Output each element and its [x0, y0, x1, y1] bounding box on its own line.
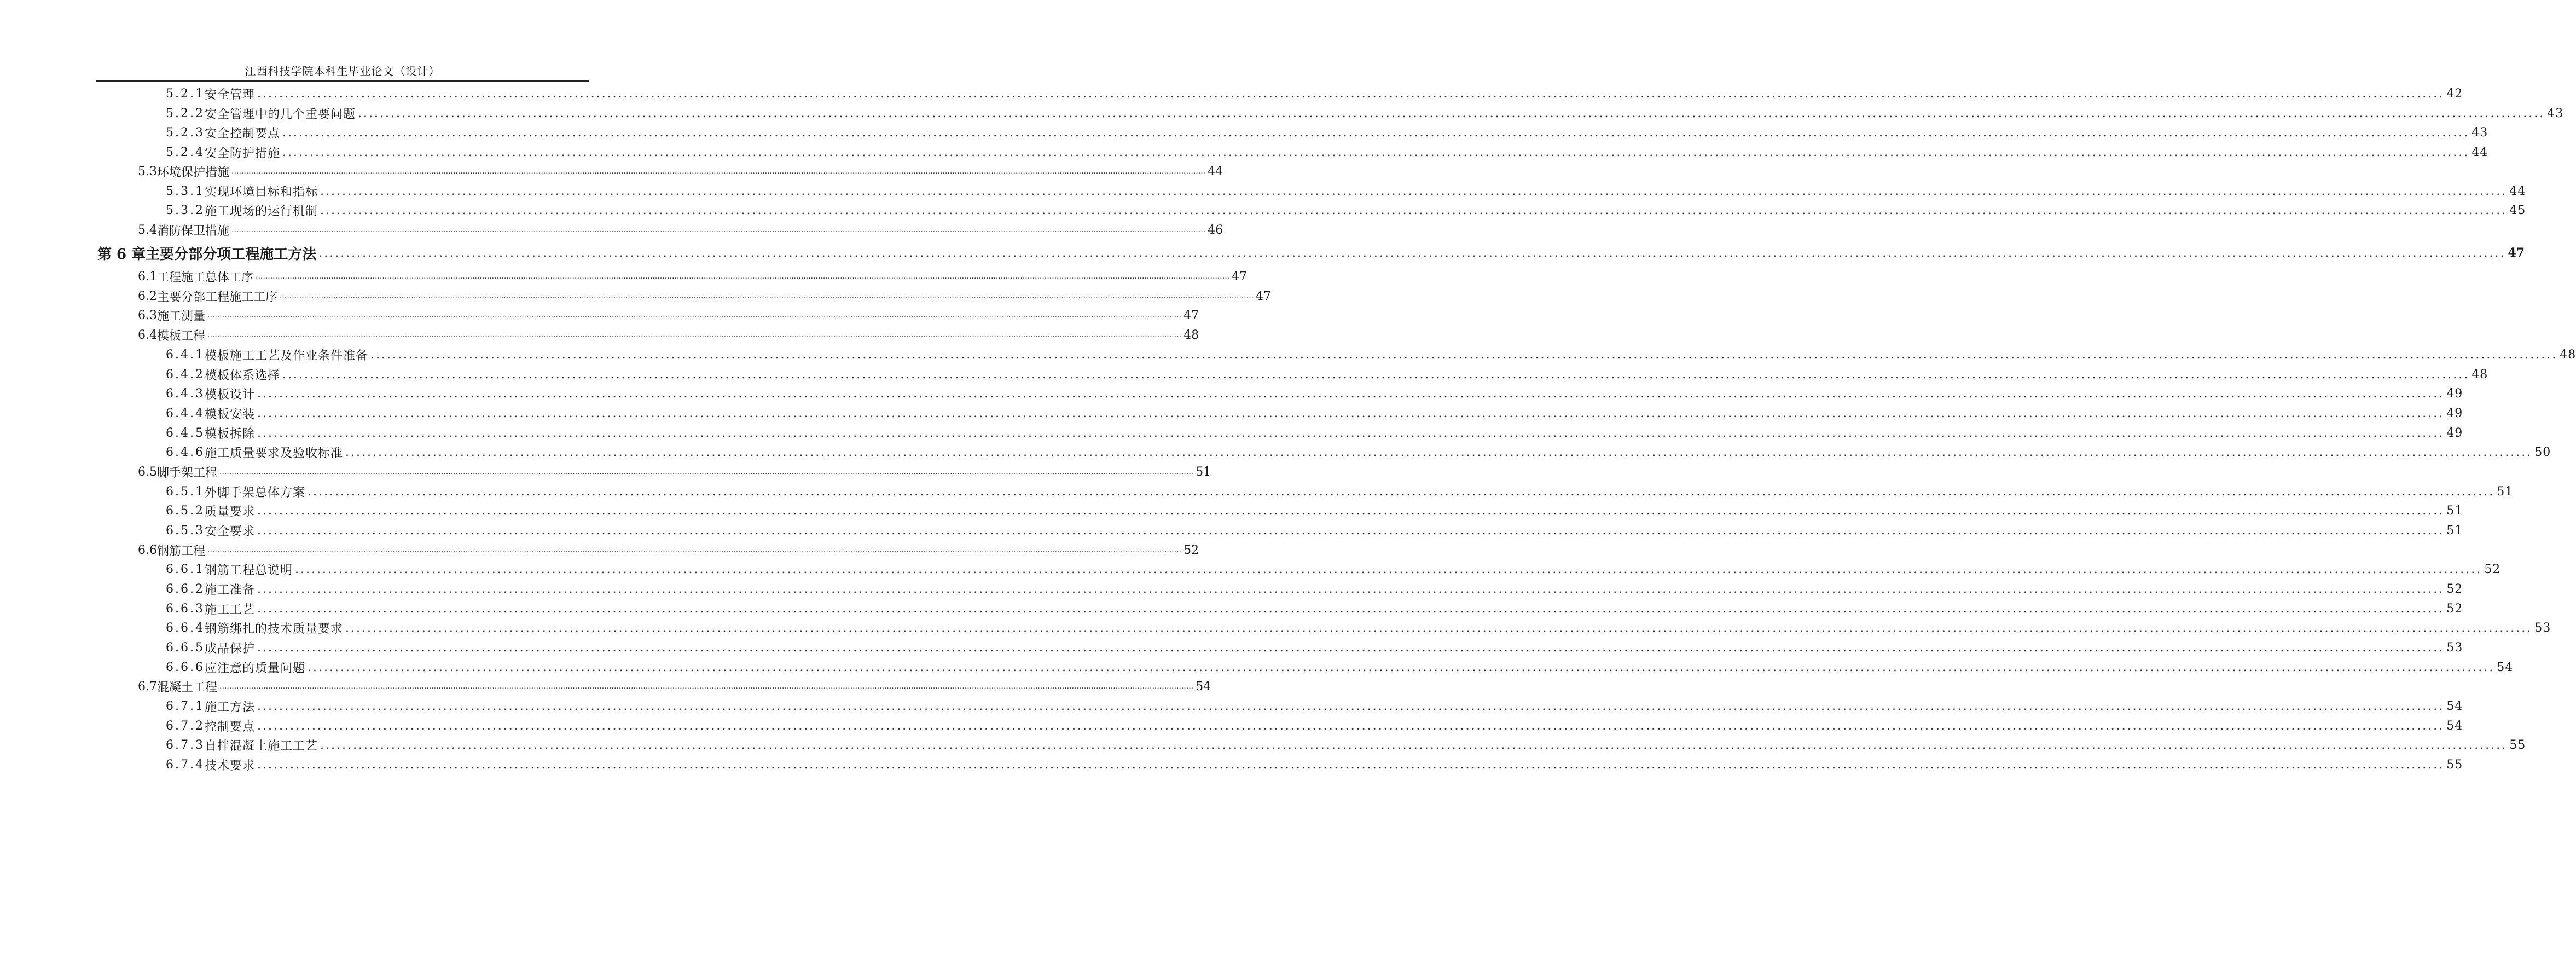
- toc-entry-number: 6.6.4: [166, 621, 205, 635]
- toc-entry-title: 主要分部分项工程施工方法: [146, 246, 317, 263]
- toc-entry[interactable]: [166, 345, 2576, 365]
- toc-entry-number: 6.6.6: [166, 660, 205, 674]
- toc-entry-page: 54: [1196, 679, 1211, 693]
- toc-entry-title: 施工质量要求及验收标准: [204, 446, 343, 460]
- toc-entry-title: 施工准备: [204, 583, 255, 597]
- toc-entry-number: 6.7.4: [166, 757, 205, 772]
- dot-leader: ................................................................................................................................................................................................................................................................................................................................................................................................................: [207, 331, 1182, 339]
- dot-leader: ................................................................................................................................................................................................................................................................................................................................................................................................................: [257, 406, 2445, 420]
- toc-entry[interactable]: [166, 384, 2463, 403]
- dot-leader: ................................................................................................................................................................................................................................................................................................................................................................................................................: [282, 145, 2470, 159]
- toc-entry[interactable]: [166, 423, 2463, 443]
- toc-entry-number: 第 6 章: [97, 246, 146, 263]
- toc-entry-title: 模板设计: [204, 388, 255, 402]
- toc-entry-title: 模板安装: [204, 407, 255, 421]
- toc-entry-title: 模板工程: [157, 329, 206, 343]
- toc-entry[interactable]: [166, 365, 2488, 384]
- toc-entry-number: 6.1: [138, 269, 157, 284]
- dot-leader: ................................................................................................................................................................................................................................................................................................................................................................................................................: [219, 682, 1194, 691]
- toc-entry-number: 6.7: [138, 679, 157, 693]
- toc-entry-title: 工程施工总体工序: [157, 270, 254, 285]
- toc-entry-page: 52: [2446, 582, 2463, 596]
- toc-entry-page: 51: [2446, 504, 2463, 518]
- dot-leader: ................................................................................................................................................................................................................................................................................................................................................................................................................: [282, 367, 2470, 381]
- toc-entry-title: 技术要求: [204, 759, 255, 773]
- dot-leader: ................................................................................................................................................................................................................................................................................................................................................................................................................: [207, 311, 1182, 320]
- toc-entry-number: 6.6.5: [166, 640, 205, 655]
- dot-leader: ................................................................................................................................................................................................................................................................................................................................................................................................................: [318, 246, 2506, 260]
- toc-entry-page: 49: [2446, 406, 2463, 420]
- toc-entry-page: 49: [2446, 426, 2463, 440]
- dot-leader: ................................................................................................................................................................................................................................................................................................................................................................................................................: [231, 225, 1206, 234]
- dot-leader: ................................................................................................................................................................................................................................................................................................................................................................................................................: [320, 738, 2508, 752]
- toc-entry-page: 52: [2484, 562, 2501, 576]
- toc-entry-page: 48: [2471, 367, 2488, 381]
- toc-entry-page: 48: [1183, 328, 1199, 342]
- toc-entry-number: 5.3: [138, 164, 157, 178]
- dot-leader: ................................................................................................................................................................................................................................................................................................................................................................................................................: [257, 582, 2445, 596]
- dot-leader: ................................................................................................................................................................................................................................................................................................................................................................................................................: [257, 719, 2445, 733]
- toc-entry-number: 6.4.6: [166, 445, 205, 459]
- dot-leader: ................................................................................................................................................................................................................................................................................................................................................................................................................: [257, 640, 2445, 655]
- toc-entry-number: 5.2.1: [166, 86, 205, 101]
- toc-entry-number: 6.4.1: [166, 348, 205, 362]
- toc-entry-title: 应注意的质量问题: [204, 661, 305, 675]
- toc-entry[interactable]: [138, 325, 1199, 345]
- toc-entry-page: 48: [2560, 348, 2576, 362]
- toc-entry-title: 混凝土工程: [157, 680, 218, 695]
- toc-entry-page: 53: [2446, 640, 2463, 655]
- toc-entry[interactable]: [166, 599, 2463, 618]
- toc-entry-title: 钢筋绑扎的技术质量要求: [204, 622, 343, 636]
- toc-entry-number: 6.5.2: [166, 504, 205, 518]
- dot-leader: ................................................................................................................................................................................................................................................................................................................................................................................................................: [257, 523, 2445, 537]
- toc-entry-title: 主要分部工程施工工序: [157, 290, 278, 304]
- toc-entry-page: 50: [2534, 445, 2551, 459]
- toc-entry-page: 52: [2446, 602, 2463, 616]
- toc-entry-page: 54: [2446, 719, 2463, 733]
- toc-entry[interactable]: [138, 220, 1223, 240]
- toc-entry-title: 实现环境目标和指标: [204, 185, 318, 199]
- toc-entry-page: 51: [2497, 484, 2514, 499]
- toc-entry-number: 6.4.5: [166, 426, 205, 440]
- toc-entry[interactable]: [166, 84, 2463, 103]
- toc-entry-number: 6.4.3: [166, 386, 205, 401]
- dot-leader: ................................................................................................................................................................................................................................................................................................................................................................................................................: [257, 699, 2445, 713]
- toc-entry[interactable]: [138, 267, 1248, 286]
- toc-entry-title: 安全控制要点: [204, 126, 280, 141]
- toc-entry-title: 模板体系选择: [204, 368, 280, 383]
- toc-entry-number: 5.2.4: [166, 145, 205, 159]
- dot-leader: ................................................................................................................................................................................................................................................................................................................................................................................................................: [295, 562, 2482, 576]
- toc-entry-page: 43: [2471, 125, 2488, 140]
- toc-entry-title: 外脚手架总体方案: [204, 485, 305, 500]
- dot-leader: ................................................................................................................................................................................................................................................................................................................................................................................................................: [257, 86, 2445, 101]
- toc-entry-page: 53: [2534, 621, 2551, 635]
- toc-entry-page: 51: [1196, 465, 1211, 479]
- toc-entry-number: 6.3: [138, 308, 157, 322]
- toc-entry-page: 54: [2497, 660, 2514, 674]
- toc-entry-title: 环境保护措施: [157, 165, 230, 180]
- toc-entry-title: 脚手架工程: [157, 466, 218, 480]
- dot-leader: ................................................................................................................................................................................................................................................................................................................................................................................................................: [345, 621, 2533, 635]
- toc-entry-page: 54: [2446, 699, 2463, 713]
- dot-leader: ................................................................................................................................................................................................................................................................................................................................................................................................................: [358, 106, 2545, 120]
- dot-leader: ................................................................................................................................................................................................................................................................................................................................................................................................................: [256, 272, 1230, 281]
- toc-entry-number: 6.6.1: [166, 562, 205, 576]
- toc-entry-number: 6.2: [138, 289, 157, 303]
- toc-entry-title: 安全管理: [204, 88, 255, 102]
- toc-entry-title: 安全防护措施: [204, 146, 280, 160]
- dot-leader: ................................................................................................................................................................................................................................................................................................................................................................................................................: [207, 546, 1182, 554]
- toc-entry-title: 钢筋工程总说明: [204, 563, 293, 577]
- toc-entry[interactable]: [138, 676, 1211, 696]
- toc-entry[interactable]: [166, 501, 2463, 521]
- toc-entry-title: 质量要求: [204, 505, 255, 519]
- toc-entry-page: 44: [2509, 184, 2526, 198]
- toc-entry[interactable]: [166, 657, 2514, 677]
- toc-entry[interactable]: [166, 579, 2463, 599]
- toc-entry-title: 模板施工工艺及作业条件准备: [204, 349, 368, 363]
- toc-entry-number: 6.6.2: [166, 582, 205, 596]
- toc-entry[interactable]: [166, 696, 2463, 716]
- toc-entry-page: 49: [2446, 386, 2463, 401]
- toc-entry-title: 施工测量: [157, 309, 206, 323]
- dot-leader: ................................................................................................................................................................................................................................................................................................................................................................................................................: [280, 292, 1254, 300]
- running-header: 江西科技学院本科生毕业论文（设计）: [245, 65, 440, 78]
- toc-entry[interactable]: [166, 559, 2501, 579]
- toc-entry-number: 6.4.2: [166, 367, 205, 381]
- toc-entry-number: 6.6: [138, 543, 157, 557]
- dot-leader: ................................................................................................................................................................................................................................................................................................................................................................................................................: [370, 348, 2558, 362]
- toc-entry-number: 6.4: [138, 328, 157, 342]
- toc-entry-title: 施工现场的运行机制: [204, 204, 318, 218]
- toc-entry-title: 成品保护: [204, 641, 255, 656]
- toc-entry-number: 6.7.3: [166, 738, 205, 752]
- toc-entry[interactable]: [166, 181, 2526, 201]
- toc-entry-page: 52: [1183, 543, 1199, 557]
- toc-entry-number: 6.5: [138, 465, 157, 479]
- toc-entry-number: 6.5.1: [166, 484, 205, 499]
- toc-entry-title: 模板拆除: [204, 427, 255, 441]
- toc-entry-title: 施工工艺: [204, 603, 255, 617]
- dot-leader: ................................................................................................................................................................................................................................................................................................................................................................................................................: [257, 426, 2445, 440]
- toc-entry[interactable]: [166, 521, 2463, 540]
- toc-entry[interactable]: [166, 618, 2551, 638]
- toc-entry[interactable]: [138, 286, 1272, 306]
- dot-leader: ................................................................................................................................................................................................................................................................................................................................................................................................................: [219, 467, 1194, 476]
- toc-entry-page: 55: [2446, 757, 2463, 772]
- toc-entry-page: 55: [2509, 738, 2526, 752]
- toc-entry[interactable]: [166, 716, 2463, 736]
- toc-entry[interactable]: [166, 755, 2463, 774]
- toc-entry[interactable]: [138, 462, 1211, 482]
- toc-entry[interactable]: [166, 482, 2514, 501]
- toc-entry-page: 47: [1232, 269, 1248, 284]
- toc-entry-title: 消防保卫措施: [157, 224, 230, 238]
- toc-entry[interactable]: [138, 305, 1199, 325]
- toc-entry[interactable]: [166, 403, 2463, 423]
- toc-entry-number: 6.7.1: [166, 699, 205, 713]
- toc-entry-title: 安全管理中的几个重要问题: [204, 107, 356, 122]
- toc-entry-number: 5.2.3: [166, 125, 205, 140]
- toc-entry-number: 5.2.2: [166, 106, 205, 120]
- toc-entry-page: 46: [1208, 223, 1223, 237]
- toc-entry-title: 钢筋工程: [157, 544, 206, 558]
- dot-leader: ................................................................................................................................................................................................................................................................................................................................................................................................................: [257, 386, 2445, 401]
- toc-entry-title: 自拌混凝土施工工艺: [204, 739, 318, 753]
- toc-entry-page: 44: [1208, 164, 1223, 178]
- toc-entry[interactable]: [138, 161, 1223, 181]
- toc-entry-number: 6.6.3: [166, 602, 205, 616]
- toc-entry[interactable]: [97, 241, 2525, 264]
- toc-entry[interactable]: [166, 442, 2551, 462]
- toc-entry-number: 5.4: [138, 223, 157, 237]
- toc-entry-number: 6.7.2: [166, 719, 205, 733]
- dot-leader: ................................................................................................................................................................................................................................................................................................................................................................................................................: [282, 125, 2470, 140]
- toc-entry-page: 51: [2446, 523, 2463, 537]
- dot-leader: ................................................................................................................................................................................................................................................................................................................................................................................................................: [320, 184, 2508, 198]
- toc-entry-page: 47: [1256, 289, 1272, 303]
- toc-entry-page: 47: [2508, 246, 2525, 260]
- toc-entry[interactable]: [166, 735, 2526, 755]
- toc-entry-title: 施工方法: [204, 700, 255, 714]
- toc-entry-number: 5.3.2: [166, 203, 205, 217]
- toc-entry[interactable]: [166, 123, 2488, 142]
- toc-entry[interactable]: [166, 638, 2463, 657]
- dot-leader: ................................................................................................................................................................................................................................................................................................................................................................................................................: [257, 602, 2445, 616]
- toc-entry-number: 6.5.3: [166, 523, 205, 537]
- header-rule: [96, 80, 589, 82]
- toc-entry-page: 43: [2547, 106, 2564, 120]
- toc-entry-title: 安全要求: [204, 524, 255, 539]
- dot-leader: ................................................................................................................................................................................................................................................................................................................................................................................................................: [257, 757, 2445, 772]
- dot-leader: ................................................................................................................................................................................................................................................................................................................................................................................................................: [308, 660, 2495, 674]
- dot-leader: ................................................................................................................................................................................................................................................................................................................................................................................................................: [345, 445, 2533, 459]
- toc-entry-page: 42: [2446, 86, 2463, 101]
- toc-entry[interactable]: [138, 540, 1199, 560]
- dot-leader: ................................................................................................................................................................................................................................................................................................................................................................................................................: [231, 167, 1206, 176]
- toc-entry-number: 5.3.1: [166, 184, 205, 198]
- dot-leader: ................................................................................................................................................................................................................................................................................................................................................................................................................: [257, 504, 2445, 518]
- dot-leader: ................................................................................................................................................................................................................................................................................................................................................................................................................: [320, 203, 2508, 217]
- toc-entry-page: 44: [2471, 145, 2488, 159]
- dot-leader: ................................................................................................................................................................................................................................................................................................................................................................................................................: [308, 484, 2495, 499]
- toc-entry-number: 6.4.4: [166, 406, 205, 420]
- toc-entry[interactable]: [166, 200, 2526, 220]
- toc-entry-page: 47: [1183, 308, 1199, 322]
- toc-entry-title: 控制要点: [204, 720, 255, 734]
- toc-entry[interactable]: [166, 103, 2564, 123]
- toc-entry[interactable]: [166, 142, 2488, 162]
- toc-entry-page: 45: [2509, 203, 2526, 217]
